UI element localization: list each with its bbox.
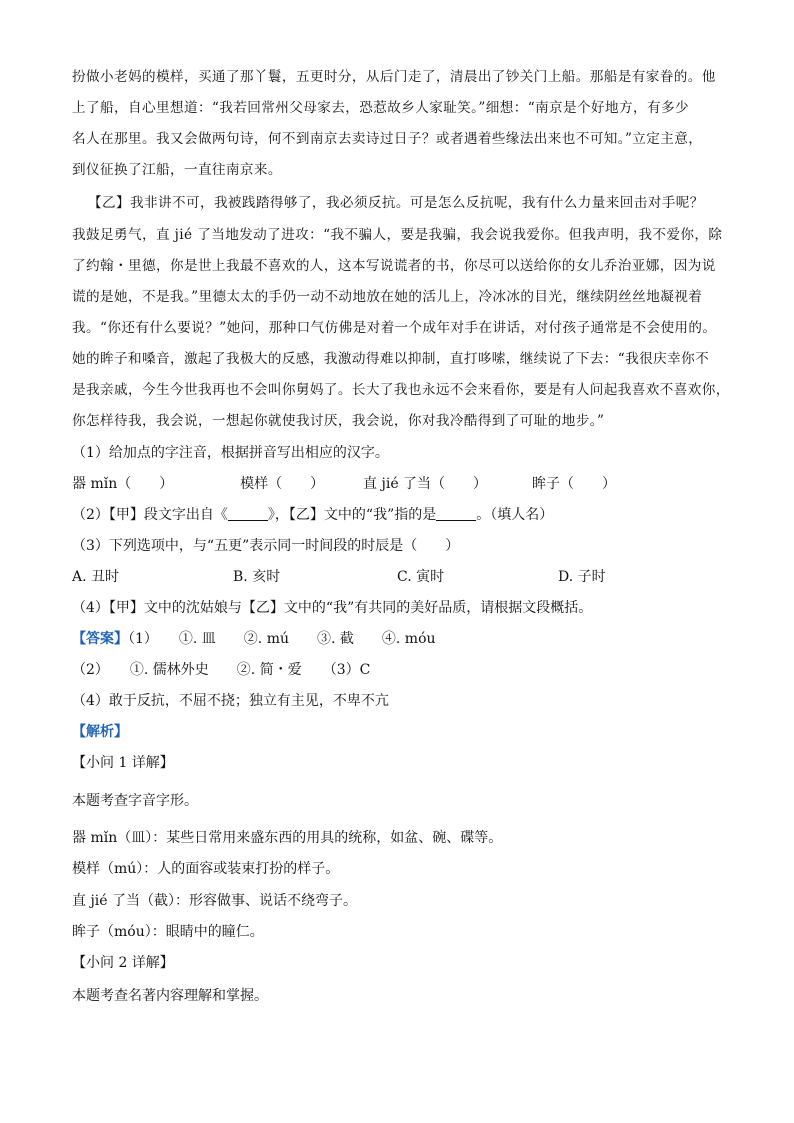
passage-yi-line-6: 她的眸子和嗓音，激起了我极大的反感，我激动得难以抑制，直打哆嗦，继续说了下去：“我很庆幸你不	[72, 351, 710, 367]
passage-yi-line-8: 你怎样待我，我会说，一想起你就使我讨厌，我会说，你对我冷酷得到了可耻的地步。”	[72, 413, 605, 429]
analysis-sub1-item-4: 眸子（móu）：眼睛中的瞳仁。	[72, 924, 264, 940]
passage-jia-line-4: 到仪征换了江船，一直往南京来。	[72, 162, 282, 178]
passage-jia-line-3: 名人在那里。我又会做两句诗，何不到南京去卖诗过日子？或者遇着些缘法出来也不可知。”立定主意，	[72, 131, 703, 147]
question-4: （4）【甲】文中的沈姑娘与【乙】文中的“我”有共同的美好品质，请根据文段概括。	[72, 600, 593, 616]
q1-item-4: 眸子（ ）	[531, 476, 616, 492]
analysis-sub1-intro: 本题考查字音字形。	[72, 793, 198, 809]
q1-item-2: 模样（ ）	[240, 476, 325, 492]
q3-option-b: B. 亥时	[233, 569, 281, 585]
question-3: （3）下列选项中，与“五更”表示同一时间段的时辰是（ ）	[72, 538, 460, 554]
passage-yi-line-4: 谎的是她，不是我。”里德太太的手仍一动不动地放在她的活儿上，冷冰冰的目光，继续阴丝丝地凝视着	[72, 289, 703, 305]
analysis-sub2-intro: 本题考查名著内容理解和掌握。	[72, 988, 268, 1004]
passage-yi-line-1: 【乙】我非讲不可，我被践踏得够了，我必须反抗。可是怎么反抗呢，我有什么力量来回击对手呢？	[88, 195, 704, 211]
analysis-sub1-item-3: 直 jié 了当（截）：形容做事、说话不绕弯子。	[72, 893, 358, 909]
question-2: （2）【甲】段文字出自《 》，【乙】文中的“我”指的是 。（填人名）	[72, 507, 554, 523]
answer-tag: 【答案】	[72, 631, 128, 647]
q3-option-c: C. 寅时	[397, 569, 445, 585]
answer-line-3: （4）敢于反抗，不屈不挠；独立有主见，不卑不亢	[72, 693, 389, 709]
passage-jia-line-1: 扮做小老妈的模样，买通了那丫鬟，五更时分，从后门走了，清晨出了钞关门上船。那船是有家眷的。他	[72, 69, 716, 85]
passage-yi-line-5: 我。“你还有什么要说？”她问，那种口气仿佛是对着一个成年对手在讲话，对付孩子通常是不会使用的。	[72, 320, 717, 336]
q1-item-3: 直 jié 了当（ ）	[363, 476, 488, 492]
q1-item-1: 器 mǐn（ ）	[72, 476, 174, 492]
analysis-sub1-item-2: 模样（mú）：人的面容或装束打扮的样子。	[72, 861, 340, 877]
q3-option-a: A. 丑时	[72, 569, 120, 585]
passage-jia-line-2: 上了船，自心里想道：“我若回常州父母家去，恐惹故乡人家耻笑。”细想：“南京是个好地方，有多少	[72, 100, 689, 116]
analysis-heading: 【解析】	[72, 724, 128, 740]
subquestion-2-heading: 【小问 2 详解】	[72, 955, 174, 971]
subquestion-1-heading: 【小问 1 详解】	[72, 755, 174, 771]
answer-line-1: 【答案】（1） ①. 皿 ②. mú ③. 截 ④. móu	[72, 631, 436, 647]
q2-blank-2	[436, 506, 476, 521]
passage-yi-line-2: 我鼓足勇气，直 jié 了当地发动了进攻：“我不骗人，要是我骗，我会说我爱你。但我声明，我不爱你，除	[72, 227, 723, 243]
question-1-items	[72, 473, 616, 495]
q3-option-d: D. 子时	[558, 569, 606, 585]
passage-yi-line-7: 是我亲戚，今生今世我再也不会叫你舅妈了。长大了我也永远不会来看你，要是有人问起我喜欢不喜欢你，	[72, 382, 730, 398]
analysis-sub1-item-1: 器 mǐn（皿）：某些日常用来盛东西的用具的统称，如盆、碗、碟等。	[72, 830, 503, 846]
question-1: （1）给加点的字注音，根据拼音写出相应的汉字。	[72, 445, 389, 461]
answer-line-2: （2） ①. 儒林外史 ②. 简・爱 （3）C	[72, 662, 371, 678]
passage-yi-line-3: 了约翰・里德，你是世上我最不喜欢的人，这本写说谎者的书，你尽可以送给你的女儿乔治亚娜，因为说	[72, 258, 716, 274]
q2-blank-1	[228, 506, 268, 521]
